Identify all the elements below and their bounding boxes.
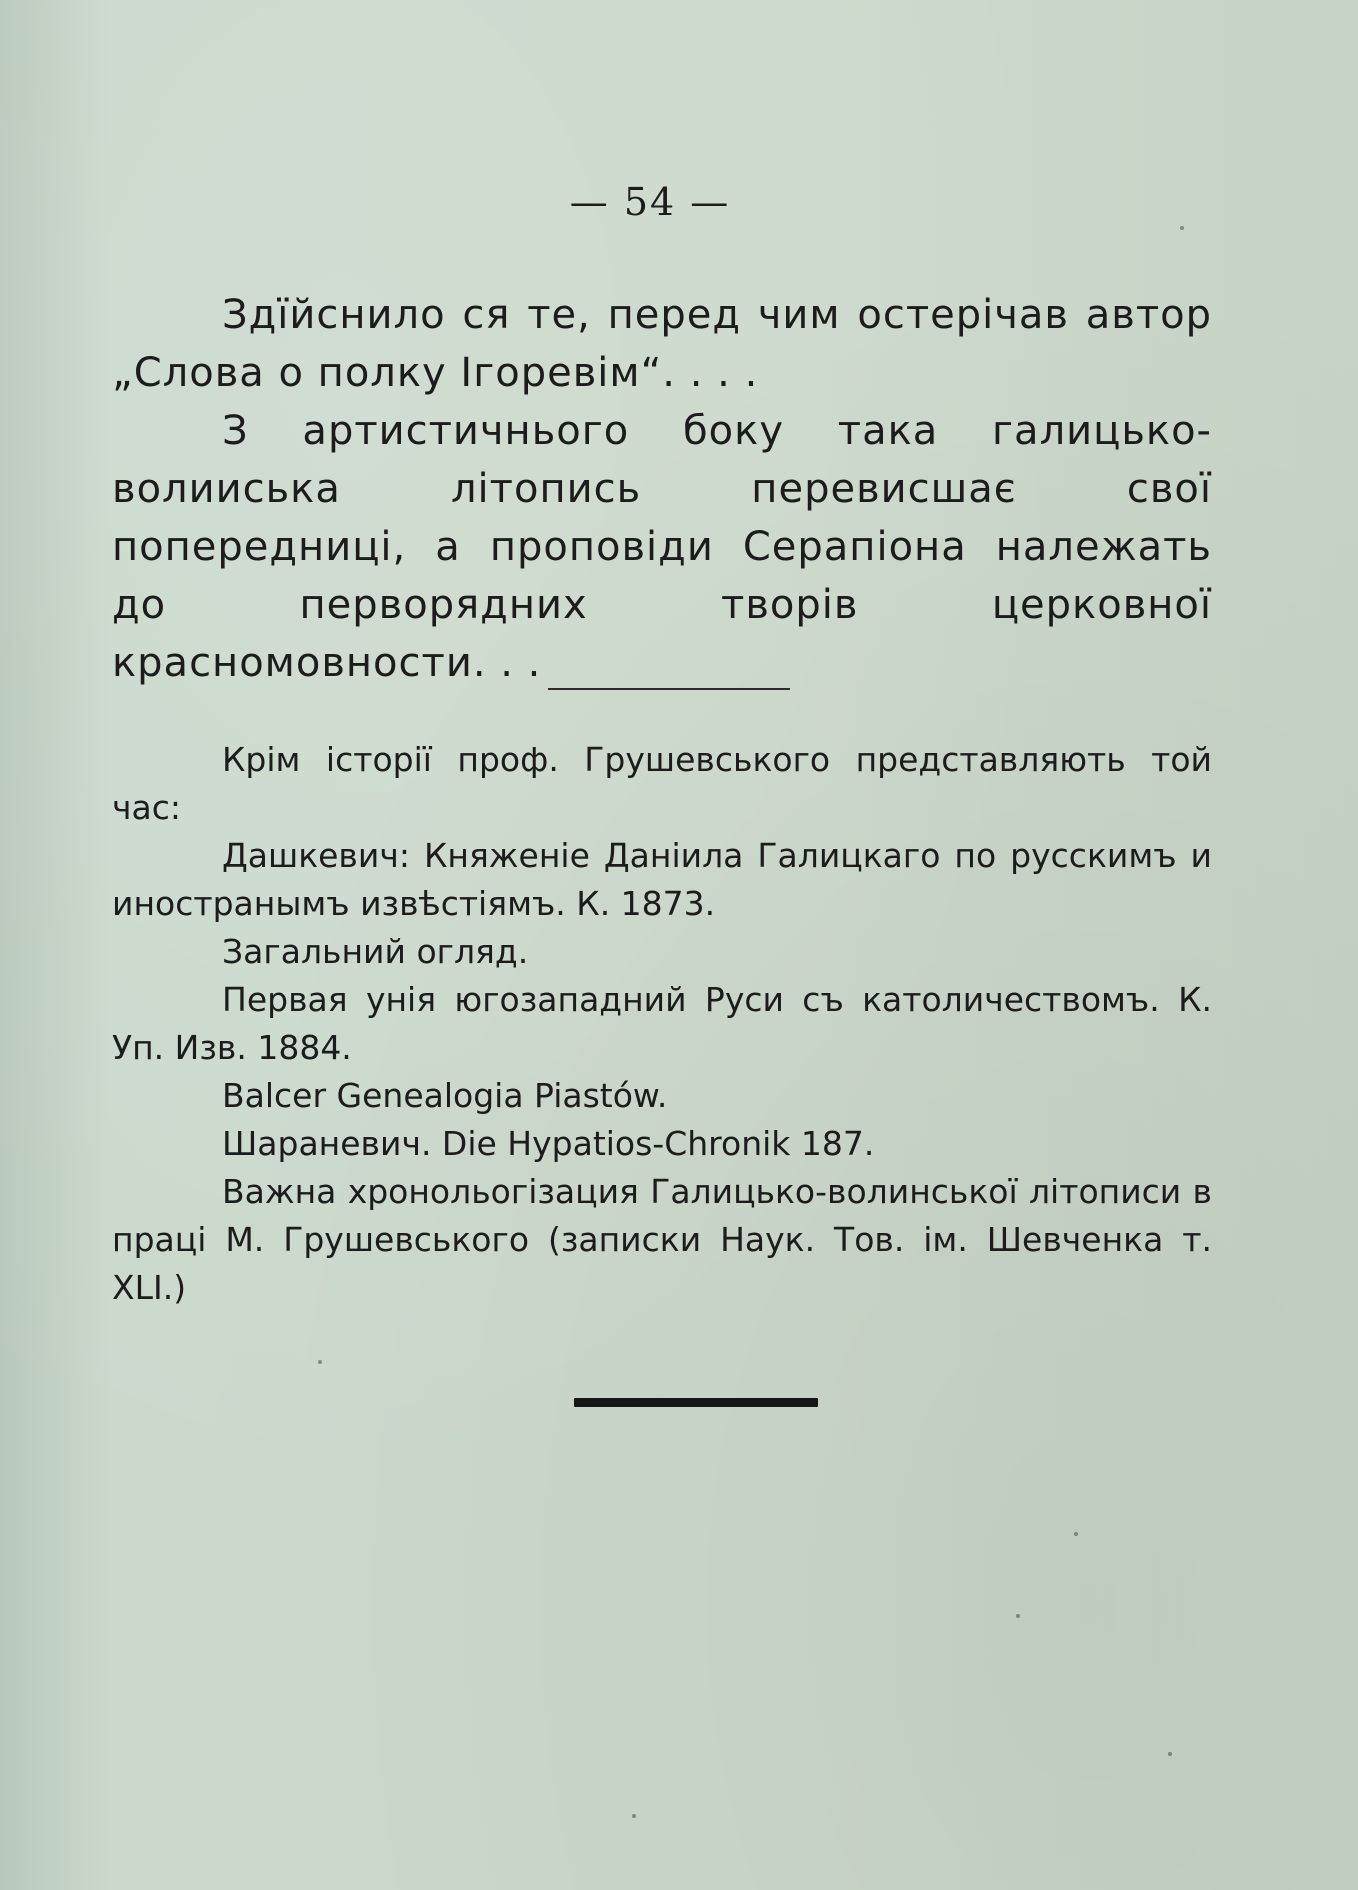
paragraph: З артистичнього боку така галицько-волииська літопись перевисшає свої попередниці, а проповіди Серапіона належать до перворядних творів церковної красномовности. . . xyxy=(112,408,1212,686)
bibliography-entry: Balcer Genealogia Piastów. xyxy=(222,1076,668,1115)
bibliography-entry: Шараневич. Die Hypatios-Chronik 187. xyxy=(222,1124,875,1163)
bibliography-notes xyxy=(112,736,1212,1312)
page-number: — 54 — xyxy=(569,180,731,224)
end-rule xyxy=(574,1398,818,1407)
paper-speck xyxy=(632,1814,636,1818)
paper-speck xyxy=(318,1360,322,1364)
note-intro: Крім історії проф. Грушевського представляють той час: xyxy=(112,740,1212,827)
bibliography-entry: Загальний огляд. xyxy=(222,932,529,971)
paper-speck xyxy=(1016,1614,1020,1618)
bibliography-entry: Дашкевич: Княженіе Даніила Галицкаго по русскимъ и иностранымъ извѣстіямъ. К. 1873. xyxy=(112,836,1212,923)
bibliography-entry: Первая унія югозападний Руси съ католичествомъ. К. Уп. Изв. 1884. xyxy=(112,980,1212,1067)
paper-speck xyxy=(1074,1532,1078,1536)
paper-speck xyxy=(1168,1752,1172,1756)
section-divider xyxy=(548,688,790,690)
main-text xyxy=(112,286,1212,692)
paper-speck xyxy=(1180,226,1184,230)
bibliography-entry: Важна хронольогізация Галицько-волинської літописи в праці М. Грушевського (записки Наук. Тов. ім. Шевченка т. XLI.) xyxy=(112,1172,1212,1307)
paragraph: Здїйснило ся те, перед чим остерічав автор „Слова о полку Ігоревім“. . . . xyxy=(112,292,1212,396)
